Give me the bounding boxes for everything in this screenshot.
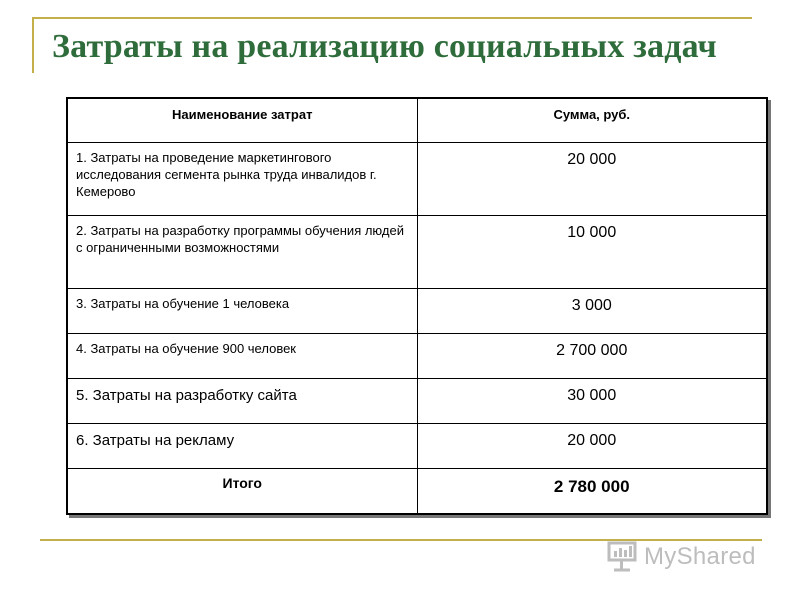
total-sum: 2 780 000	[417, 468, 767, 514]
costs-table	[66, 97, 768, 515]
left-decor-line	[32, 17, 34, 73]
cost-name-cell: 4. Затраты на обучение 900 человек	[67, 333, 417, 378]
header-cost-sum: Сумма, руб.	[417, 98, 767, 142]
top-decor-line	[32, 17, 752, 19]
table-row	[67, 333, 767, 378]
cost-name-cell: 5. Затраты на разработку сайта	[67, 378, 417, 423]
cost-sum-cell: 3 000	[417, 288, 767, 333]
watermark-logo	[606, 540, 766, 574]
cost-name-cell: 3. Затраты на обучение 1 человека	[67, 288, 417, 333]
header-cost-name: Наименование затрат	[67, 98, 417, 142]
cost-sum-cell: 20 000	[417, 423, 767, 468]
table-row	[67, 423, 767, 468]
presentation-board-icon	[606, 540, 640, 577]
cost-sum-cell: 30 000	[417, 378, 767, 423]
table-row	[67, 378, 767, 423]
total-label: Итого	[67, 468, 417, 514]
slide-title: Затраты на реализацию социальных задач	[52, 28, 717, 65]
table-row	[67, 288, 767, 333]
cost-name-cell: 6. Затраты на рекламу	[67, 423, 417, 468]
table-header-row	[67, 98, 767, 142]
table-total-row	[67, 468, 767, 514]
watermark-text: MyShared	[644, 543, 756, 570]
cost-sum-cell: 20 000	[417, 142, 767, 215]
cost-name-cell: 2. Затраты на разработку программы обучения людей с ограниченными возможностями	[67, 215, 417, 288]
cost-sum-cell: 2 700 000	[417, 333, 767, 378]
table-row	[67, 215, 767, 288]
table-row	[67, 142, 767, 215]
cost-name-cell: 1. Затраты на проведение маркетингового исследования сегмента рынка труда инвалидов г. Кемерово	[67, 142, 417, 215]
cost-sum-cell: 10 000	[417, 215, 767, 288]
